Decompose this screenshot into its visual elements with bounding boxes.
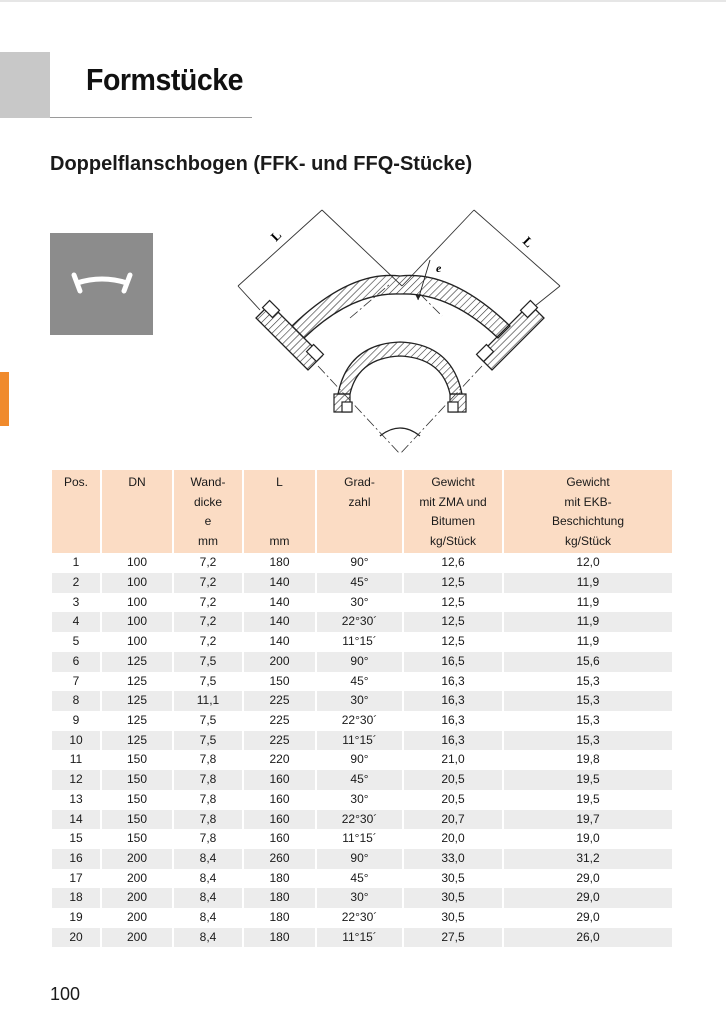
dimension-label-right: L [519,233,537,251]
cell-length: 160 [243,810,316,830]
cell-angle: 90° [316,750,403,770]
cell-weight-ekb: 29,0 [503,908,672,928]
cell-wall-thickness: 7,2 [173,593,243,613]
cell-pos: 11 [69,752,83,767]
cell-weight-zma: 20,0 [403,829,503,849]
table-row [52,790,672,810]
col-header-dn: DN [101,470,173,553]
table-header-row [52,470,672,553]
cell-pos: 6 [52,652,101,672]
cell-weight-ekb: 15,3 [503,711,672,731]
cell-length: 225 [243,711,316,731]
cell-weight-zma: 12,5 [403,612,503,632]
cell-angle: 30° [316,888,403,908]
cell-angle: 45° [316,672,403,692]
cell-weight-zma: 30,5 [403,869,503,889]
cell-weight-ekb: 11,9 [503,612,672,632]
cell-dn: 200 [101,849,173,869]
cell-pos: 3 [72,594,80,609]
table-row [52,810,672,830]
cell-pos: 20 [52,928,101,948]
cell-wall-thickness: 8,4 [173,888,243,908]
cell-dn: 125 [101,731,173,751]
cell-pos: 9 [72,713,80,727]
cell-weight-ekb: 19,5 [503,790,672,810]
cell-length: 225 [243,691,316,711]
cell-weight-ekb: 11,9 [503,632,672,652]
cell-angle: 11°15´ [316,928,403,948]
cell-length: 200 [243,652,316,672]
cell-weight-zma: 16,5 [403,652,503,672]
cell-angle: 11°15´ [316,632,403,652]
cell-weight-zma: 33,0 [403,849,503,869]
cell-length: 160 [243,829,316,849]
cell-angle: 22°30´ [316,612,403,632]
table-row [52,691,672,711]
table-body [52,553,672,947]
cell-pos: 4 [52,612,101,632]
cell-weight-zma: 16,3 [403,711,503,731]
chapter-tab [0,372,9,426]
table-row [52,711,672,731]
cell-length: 180 [243,888,316,908]
cell-length: 150 [243,672,316,692]
cell-dn: 100 [101,553,173,573]
col-header-weight-ekb: Gewicht mit EKB- Beschichtung kg/Stück [503,470,672,553]
col-header-pos: Pos. [52,470,101,553]
technical-drawing [230,198,570,460]
cell-dn: 200 [101,908,173,928]
cell-weight-ekb: 19,0 [503,829,672,849]
cell-weight-zma: 12,5 [403,573,503,593]
cell-wall-thickness: 8,4 [173,849,243,869]
cell-angle: 90° [316,553,403,573]
cell-weight-zma: 27,5 [403,928,503,948]
cell-pos: 5 [72,634,80,649]
cell-weight-ekb: 15,3 [503,672,672,692]
cell-length: 140 [243,612,316,632]
cell-weight-ekb: 31,2 [503,849,672,869]
cell-weight-zma: 12,6 [403,553,503,573]
table-row [52,612,672,632]
cell-pos: 17 [69,870,83,885]
cell-weight-ekb: 15,6 [503,652,672,672]
table-row [52,652,672,672]
cell-angle: 45° [316,770,403,790]
page-number: 100 [50,984,81,1004]
table-row [52,672,672,692]
cell-weight-ekb: 29,0 [503,888,672,908]
cell-length: 220 [243,750,316,770]
cell-weight-ekb: 19,8 [503,750,672,770]
cell-wall-thickness: 7,8 [173,790,243,810]
cell-weight-zma: 30,5 [403,908,503,928]
cell-angle: 22°30´ [316,711,403,731]
dimension-label-left: L [267,227,285,245]
cell-length: 180 [243,869,316,889]
cell-angle: 22°30´ [316,810,403,830]
page-title: Formstücke [86,62,244,97]
cell-dn: 150 [101,790,173,810]
cell-weight-zma: 16,3 [403,691,503,711]
cell-angle: 11°15´ [316,829,403,849]
cell-angle: 22°30´ [316,908,403,928]
table-row [52,869,672,889]
cell-weight-zma: 20,5 [403,770,503,790]
cell-wall-thickness: 7,5 [173,652,243,672]
cell-length: 260 [243,849,316,869]
table-row [52,573,672,593]
cell-wall-thickness: 7,5 [173,711,243,731]
cell-length: 180 [243,908,316,928]
fittings-table [52,470,672,947]
cell-length: 180 [243,928,316,948]
cell-angle: 30° [316,593,403,613]
cell-wall-thickness: 7,8 [173,810,243,830]
cell-wall-thickness: 11,1 [173,691,243,711]
cell-weight-ekb: 26,0 [503,928,672,948]
cell-angle: 11°15´ [316,731,403,751]
table-row [52,829,672,849]
cell-wall-thickness: 7,8 [173,829,243,849]
cell-weight-zma: 16,3 [403,731,503,751]
cell-wall-thickness: 7,5 [173,672,243,692]
cell-dn: 125 [101,672,173,692]
cell-length: 140 [243,593,316,613]
cell-dn: 125 [101,652,173,672]
cell-wall-thickness: 7,8 [173,770,243,790]
cell-dn: 200 [101,888,173,908]
cell-angle: 30° [316,790,403,810]
cell-pos: 13 [69,791,83,806]
top-rule [0,0,726,2]
cell-dn: 150 [101,750,173,770]
cell-dn: 150 [101,829,173,849]
col-header-angle: Grad- zahl [316,470,403,553]
table-row [52,908,672,928]
table-row [52,553,672,573]
cell-weight-zma: 12,5 [403,632,503,652]
cell-dn: 125 [101,711,173,731]
cell-wall-thickness: 7,2 [173,632,243,652]
header-underline [50,117,252,118]
product-thumbnail [50,233,153,335]
table-row [52,849,672,869]
cell-dn: 200 [101,869,173,889]
cell-angle: 45° [316,869,403,889]
cell-weight-zma: 20,7 [403,810,503,830]
cell-length: 140 [243,632,316,652]
table-row [52,731,672,751]
cell-angle: 30° [316,691,403,711]
table-row [52,888,672,908]
header-gray-block [0,52,50,118]
cell-weight-ekb: 19,7 [503,810,672,830]
table-row [52,593,672,613]
cell-dn: 100 [101,632,173,652]
cell-wall-thickness: 7,8 [173,750,243,770]
cell-dn: 125 [101,691,173,711]
cell-length: 180 [243,553,316,573]
cell-pos: 16 [52,849,101,869]
cell-weight-ekb: 15,3 [503,691,672,711]
cell-dn: 100 [101,593,173,613]
col-header-wall-thickness: Wand- dicke e mm [173,470,243,553]
cell-pos: 18 [52,888,101,908]
table-row [52,770,672,790]
cell-pos: 1 [72,555,80,570]
cell-dn: 150 [101,770,173,790]
table-row [52,632,672,652]
cell-weight-ekb: 19,5 [503,770,672,790]
cell-weight-ekb: 11,9 [503,573,672,593]
col-header-weight-zma: Gewicht mit ZMA und Bitumen kg/Stück [403,470,503,553]
cell-wall-thickness: 8,4 [173,928,243,948]
cell-length: 160 [243,790,316,810]
wall-thickness-label: e [436,261,442,275]
cell-weight-ekb: 29,0 [503,869,672,889]
cell-weight-zma: 30,5 [403,888,503,908]
cell-wall-thickness: 7,2 [173,612,243,632]
cell-wall-thickness: 7,2 [173,553,243,573]
cell-angle: 90° [316,652,403,672]
cell-dn: 100 [101,573,173,593]
cell-wall-thickness: 7,2 [173,573,243,593]
cell-pos: 8 [52,691,101,711]
cell-angle: 90° [316,849,403,869]
cell-pos: 19 [69,910,83,925]
cell-dn: 150 [101,810,173,830]
cell-pos: 10 [52,731,101,751]
cell-pos: 15 [69,831,83,846]
section-title: Doppelflanschbogen (FFK- und FFQ-Stücke) [50,153,473,175]
cell-weight-zma: 20,5 [403,790,503,810]
cell-dn: 200 [101,928,173,948]
table-row [52,750,672,770]
cell-length: 225 [243,731,316,751]
cell-pos: 2 [52,573,101,593]
cell-weight-ekb: 12,0 [503,553,672,573]
cell-angle: 45° [316,573,403,593]
cell-pos: 12 [52,770,101,790]
col-header-length: L mm [243,470,316,553]
double-flange-bend-icon [50,233,153,335]
cell-weight-zma: 16,3 [403,672,503,692]
cell-length: 140 [243,573,316,593]
cell-weight-ekb: 15,3 [503,731,672,751]
cell-weight-zma: 12,5 [403,593,503,613]
cell-length: 160 [243,770,316,790]
cell-dn: 100 [101,612,173,632]
cell-wall-thickness: 7,5 [173,731,243,751]
cell-weight-ekb: 11,9 [503,593,672,613]
cell-weight-zma: 21,0 [403,750,503,770]
cell-pos: 7 [72,673,80,688]
table-row [52,928,672,948]
cell-wall-thickness: 8,4 [173,869,243,889]
cell-pos: 14 [52,810,101,830]
cell-wall-thickness: 8,4 [173,908,243,928]
